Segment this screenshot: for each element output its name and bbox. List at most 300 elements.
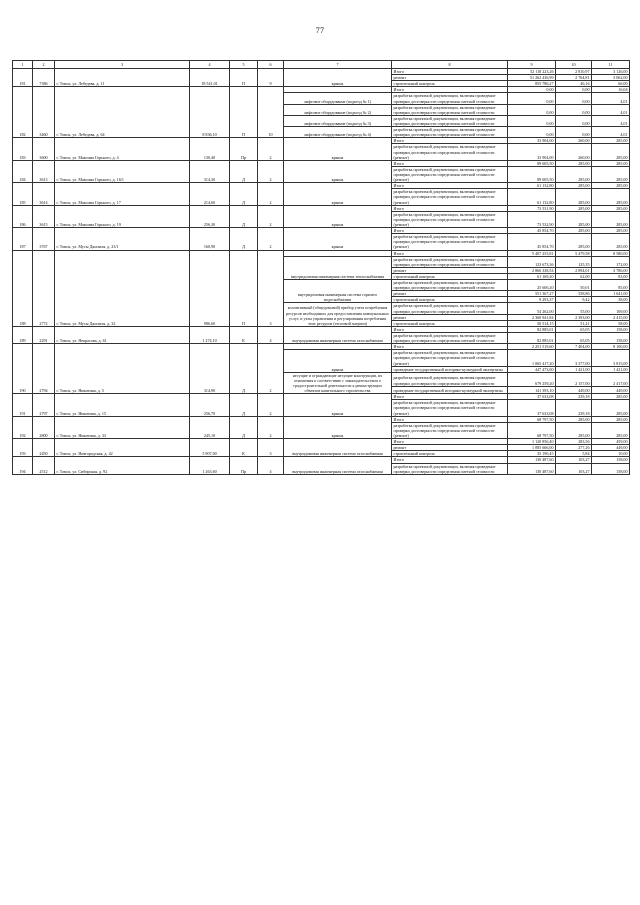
floor-count: 2: [258, 344, 284, 394]
row-number: 189: [13, 326, 33, 343]
row-number: 181: [13, 69, 33, 87]
structural-element: лифтовое оборудование (подъезд № 3): [284, 115, 392, 126]
floor-count: 9: [258, 69, 284, 87]
cost-per-sqm: 1 421,00: [556, 366, 592, 372]
cost-per-sqm: 7 404,00: [556, 344, 592, 350]
floor-count: 3: [258, 250, 284, 326]
column-number: 7: [284, 61, 392, 69]
cost-total: 2 866 338,54: [508, 267, 556, 273]
wall-material: П: [230, 69, 258, 87]
cost-total: 73 532,90: [508, 211, 556, 227]
work-type: разработка проектной документации, включая проведение проверки достоверности определения сметной стоимости (ремонт): [392, 189, 508, 205]
building-code: 7386: [33, 69, 55, 87]
cost-per-sqm: 239,18: [556, 400, 592, 416]
cost-per-sqm: 285,00: [556, 205, 592, 211]
cost-per-sqm: 103,27: [556, 457, 592, 463]
floor-count: 2: [258, 228, 284, 250]
work-type: Итого: [392, 69, 508, 75]
structural-element: внутридомовая инженерная система газоснабжения: [284, 457, 392, 474]
cost-limit: 58,00: [592, 320, 630, 326]
work-type: разработка проектной документации, включая проведение проверки достоверности определения сметной стоимости (ремонт): [392, 350, 508, 366]
floor-count: 2: [258, 416, 284, 438]
page-number: 77: [315, 26, 325, 35]
cost-per-sqm: 103,27: [556, 463, 592, 474]
wall-material: П: [230, 87, 258, 138]
row-number: 187: [13, 228, 33, 250]
floor-count: 2: [258, 138, 284, 160]
floor-count: 2: [258, 205, 284, 227]
column-number: 6: [258, 61, 284, 69]
structural-element: крыша: [284, 160, 392, 182]
column-number: 9: [508, 61, 556, 69]
building-address: г. Томск, ул. Никитина, д. 33: [55, 416, 190, 438]
row-number: 193: [13, 439, 33, 457]
table-row: [13, 205, 630, 211]
structural-element: внутридомовая инженерная система горячего водоснабжения: [284, 280, 392, 303]
building-area: 256,70: [190, 394, 230, 416]
cost-total: 33 904,00: [508, 138, 556, 144]
cost-per-sqm: 449,00: [556, 386, 592, 394]
building-code: 2800: [33, 416, 55, 438]
structural-element: лифтовое оборудование (подъезд № 4): [284, 127, 392, 138]
cost-per-sqm: 260,00: [556, 138, 592, 144]
structural-element: крыша: [284, 416, 392, 438]
cost-per-sqm: 65,05: [556, 326, 592, 332]
cost-limit: 158,00: [592, 333, 630, 344]
building-code: 2450: [33, 439, 55, 457]
floor-count: 4: [258, 457, 284, 474]
cost-per-sqm: 3 377,00: [556, 350, 592, 366]
cost-total: 447 473,00: [508, 366, 556, 372]
cost-total: 551 367,27: [508, 291, 556, 297]
cost-per-sqm: 9,42: [556, 297, 592, 303]
cost-total: 35 190,45: [508, 451, 556, 457]
cost-limit: 4,01: [592, 115, 630, 126]
wall-material: Д: [230, 228, 258, 250]
work-type: Итого: [392, 183, 508, 189]
building-code: 3615: [33, 205, 55, 227]
building-address: г. Томск, ул. Лебедева, д. 11: [55, 69, 190, 87]
work-type: разработка проектной документации, включая проведение проверки достоверности определения сметной стоимости (ремонт): [392, 234, 508, 250]
cost-limit: 4,01: [592, 104, 630, 115]
wall-material: Д: [230, 160, 258, 182]
cost-per-sqm: 285,00: [556, 211, 592, 227]
building-area: 986,60: [190, 250, 230, 326]
cost-per-sqm: 5,84: [556, 451, 592, 457]
cost-per-sqm: 285,00: [556, 160, 592, 166]
work-type: Итого: [392, 205, 508, 211]
table-row: [13, 69, 630, 75]
column-number: 1: [13, 61, 33, 69]
structural-element: крыша: [284, 69, 392, 87]
cost-total: 9 293,37: [508, 297, 556, 303]
capital-repair-table: [12, 60, 630, 475]
work-type: строительный контроль: [392, 451, 508, 457]
row-number: 183: [13, 138, 33, 160]
table-row: [13, 138, 630, 144]
work-type: разработка проектной документации, включая проведение проверки достоверности определения сметной стоимости (ремонт): [392, 166, 508, 182]
cost-total: 68 797,50: [508, 422, 556, 438]
work-type: разработка проектной документации, включая проведение проверки достоверности определения сметной стоимости: [392, 280, 508, 291]
cost-per-sqm: 0,00: [556, 115, 592, 126]
cost-limit: 3 126,00: [592, 69, 630, 75]
cost-per-sqm: 285,00: [556, 189, 592, 205]
row-number: 184: [13, 160, 33, 182]
cost-limit: 285,00: [592, 160, 630, 166]
work-type: Итого: [392, 394, 508, 400]
table-row: [13, 457, 630, 463]
cost-limit: 449,00: [592, 445, 630, 451]
building-address: г. Томск, ул. Максима Горького, д. 17: [55, 183, 190, 205]
column-number: 11: [592, 61, 630, 69]
floor-count: 10: [258, 87, 284, 138]
wall-material: Д: [230, 416, 258, 438]
cost-per-sqm: 558,86: [556, 291, 592, 297]
column-number: 10: [556, 61, 592, 69]
cost-total: 679 259,20: [508, 372, 556, 386]
cost-per-sqm: 2 810,97: [556, 69, 592, 75]
cost-total: 73 531,90: [508, 205, 556, 211]
cost-limit: 4,01: [592, 127, 630, 138]
cost-total: 45 854,70: [508, 228, 556, 234]
cost-per-sqm: 285,00: [556, 234, 592, 250]
work-type: разработка проектной документации, включая проведение проверки достоверности определения сметной стоимости: [392, 256, 508, 267]
work-type: ремонт: [392, 75, 508, 81]
cost-per-sqm: 285,00: [556, 183, 592, 189]
cost-total: 37 633,08: [508, 394, 556, 400]
work-type: разработка проектной документации, включая проведение проверки достоверности определения сметной стоимости: [392, 115, 508, 126]
work-type: разработка проектной документации, включая проведение проверки достоверности определения сметной стоимости: [392, 104, 508, 115]
building-address: г. Томск, ул. Некрасова, д. 61: [55, 326, 190, 343]
floor-count: 3: [258, 439, 284, 457]
building-code: 2772: [33, 250, 55, 326]
cost-limit: 3 786,00: [592, 267, 630, 273]
cost-total: 33 904,00: [508, 144, 556, 160]
cost-total: 89 605,50: [508, 160, 556, 166]
cost-per-sqm: 62,00: [556, 273, 592, 279]
cost-limit: 158,00: [592, 326, 630, 332]
cost-total: 54 262,00: [508, 303, 556, 314]
cost-limit: 2 417,00: [592, 372, 630, 386]
work-type: разработка проектной документации, включая проведение проверки достоверности определения сметной стоимости: [392, 372, 508, 386]
table-row: [13, 183, 630, 189]
column-number: 2: [33, 61, 55, 69]
table-body: [13, 69, 630, 475]
building-code: 3460: [33, 87, 55, 138]
building-area: 245,10: [190, 416, 230, 438]
wall-material: Пр: [230, 457, 258, 474]
cost-limit: 4,01: [592, 93, 630, 104]
cost-per-sqm: 0,00: [556, 93, 592, 104]
cost-limit: 285,00: [592, 400, 630, 416]
work-type: Итого: [392, 160, 508, 166]
cost-total: 61 169,20: [508, 273, 556, 279]
building-code: 3614: [33, 183, 55, 205]
work-type: Итого: [392, 250, 508, 256]
wall-material: Д: [230, 183, 258, 205]
cost-total: 141 393,10: [508, 386, 556, 394]
cost-total: 82 885,01: [508, 333, 556, 344]
building-area: 314,30: [190, 160, 230, 182]
cost-per-sqm: 125,35: [556, 256, 592, 267]
row-number: 192: [13, 416, 33, 438]
cost-limit: 285,00: [592, 166, 630, 182]
building-code: 2512: [33, 457, 55, 474]
cost-total: 50 514,15: [508, 320, 556, 326]
row-number: 186: [13, 205, 33, 227]
floor-count: 2: [258, 183, 284, 205]
wall-material: К: [230, 326, 258, 343]
work-type: разработка проектной документации, включая проведение проверки достоверности определения сметной стоимости: [392, 333, 508, 344]
work-type: ремонт: [392, 291, 508, 297]
cost-per-sqm: 46,16: [556, 81, 592, 87]
building-code: 3613: [33, 160, 55, 182]
floor-count: 2: [258, 394, 284, 416]
wall-material: Д: [230, 394, 258, 416]
cost-limit: 285,00: [592, 228, 630, 234]
work-type: разработка проектной документации, включая проведение проверки достоверности определения сметной стоимости: [392, 463, 508, 474]
cost-total: 0,00: [508, 93, 556, 104]
work-type: Итого: [392, 87, 508, 93]
cost-per-sqm: 285,00: [556, 166, 592, 182]
cost-limit: 8 100,00: [592, 344, 630, 350]
cost-per-sqm: 285,00: [556, 416, 592, 422]
cost-total: 123 673,36: [508, 256, 556, 267]
row-number: 190: [13, 344, 33, 394]
building-area: 1 274,10: [190, 326, 230, 343]
cost-limit: 285,00: [592, 144, 630, 160]
building-address: г. Томск, ул. Никитина, д. 15: [55, 394, 190, 416]
cost-limit: 10,00: [592, 451, 630, 457]
cost-total: 1 085 666,00: [508, 445, 556, 451]
building-address: г. Томск, ул. Максима Горького, д. 4: [55, 138, 190, 160]
cost-limit: 1 641,00: [592, 291, 630, 297]
table-row: [13, 160, 630, 166]
work-type: строительный контроль: [392, 297, 508, 303]
work-type: разработка проектной документации, включая проведение проверки достоверности определения сметной стоимости (ремонт): [392, 211, 508, 227]
work-type: Итого: [392, 439, 508, 445]
cost-per-sqm: 260,00: [556, 144, 592, 160]
structural-element: крыша: [284, 205, 392, 227]
building-area: 256,30: [190, 205, 230, 227]
building-address: г. Томск, ул. Максима Горького, д. 16/1: [55, 160, 190, 182]
wall-material: П: [230, 250, 258, 326]
cost-limit: 285,00: [592, 205, 630, 211]
building-address: г. Томск, ул. Мусы Джалиля, д. 23/1: [55, 228, 190, 250]
cost-limit: 285,00: [592, 394, 630, 400]
work-type: Итого: [392, 228, 508, 234]
building-code: 3600: [33, 138, 55, 160]
building-area: 18 541,01: [190, 69, 230, 87]
cost-total: 25 606,20: [508, 280, 556, 291]
building-area: 8 836,10: [190, 87, 230, 138]
work-type: Итого: [392, 416, 508, 422]
cost-limit: 2 415,00: [592, 314, 630, 320]
building-area: 5 907,00: [190, 439, 230, 457]
cost-per-sqm: 277,26: [556, 445, 592, 451]
work-type: разработка проектной документации, включая проведение проверки достоверности определения сметной стоимости (ремонт): [392, 422, 508, 438]
work-type: Итого: [392, 138, 508, 144]
table-row: [13, 228, 630, 234]
cost-per-sqm: 50,01: [556, 280, 592, 291]
cost-total: 0,00: [508, 104, 556, 115]
cost-per-sqm: 0,00: [556, 87, 592, 93]
work-type: строительный контроль: [392, 320, 508, 326]
building-area: 214,60: [190, 183, 230, 205]
structural-element: несущие и ограждающие несущие конструкции, их отношения к соответствию с законодательством о градостроительной деятельности к реконструкции объектов капитального строительства: [284, 372, 392, 393]
building-address: г. Томск, ул. Сибирская, д. 92: [55, 457, 190, 474]
work-type: разработка проектной документации, включая проведение проверки достоверности определения сметной стоимости: [392, 93, 508, 104]
building-address: г. Томск, ул. Новгородская, д. 42: [55, 439, 190, 457]
column-number-row: [13, 61, 630, 69]
work-type: проведение государственной историко-культурной экспертизы: [392, 366, 508, 372]
row-number: 188: [13, 250, 33, 326]
cost-total: 61 132,80: [508, 189, 556, 205]
cost-limit: 83,00: [592, 273, 630, 279]
cost-limit: 3 062,00: [592, 75, 630, 81]
cost-per-sqm: 55,00: [556, 303, 592, 314]
cost-limit: 109,00: [592, 303, 630, 314]
cost-per-sqm: 2 894,01: [556, 267, 592, 273]
cost-total: 2 251 519,60: [508, 344, 556, 350]
column-number: 5: [230, 61, 258, 69]
structural-element: крыша: [284, 350, 392, 372]
cost-total: 45 854,70: [508, 234, 556, 250]
cost-limit: 1 421,00: [592, 366, 630, 372]
structural-element: внутридомовая инженерная система газоснабжения: [284, 439, 392, 457]
cost-limit: 285,00: [592, 211, 630, 227]
column-number: 8: [392, 61, 508, 69]
cost-limit: 459,00: [592, 439, 630, 445]
structural-element: лифтовое оборудование (подъезд № 1): [284, 93, 392, 104]
cost-total: 5 407 255,81: [508, 250, 556, 256]
cost-total: 2 360 941,84: [508, 314, 556, 320]
structural-element: крыша: [284, 138, 392, 160]
cost-limit: 85,00: [592, 280, 630, 291]
cost-limit: 3 815,00: [592, 350, 630, 366]
wall-material: Д: [230, 205, 258, 227]
work-type: Итого: [392, 344, 508, 350]
work-type: разработка проектной документации, включая проведение проверки достоверности определения сметной стоимости (ремонт): [392, 144, 508, 160]
cost-total: 0,00: [508, 87, 556, 93]
building-code: 3767: [33, 228, 55, 250]
cost-per-sqm: 5 479,58: [556, 250, 592, 256]
work-type: ремонт: [392, 445, 508, 451]
row-number: 191: [13, 394, 33, 416]
table-row: [13, 416, 630, 422]
cost-limit: 172,00: [592, 256, 630, 267]
building-address: г. Томск, ул. Максима Горького, д. 19: [55, 205, 190, 227]
cost-total: 1 065 417,20: [508, 350, 556, 366]
cost-limit: 66,00: [592, 81, 630, 87]
row-number: 194: [13, 457, 33, 474]
cost-limit: 158,00: [592, 463, 630, 474]
cost-limit: 16,04: [592, 87, 630, 93]
cost-per-sqm: 2 393,00: [556, 314, 592, 320]
cost-per-sqm: 0,00: [556, 127, 592, 138]
table-row: [13, 394, 630, 400]
wall-material: К: [230, 439, 258, 457]
cost-per-sqm: 2 764,81: [556, 75, 592, 81]
structural-element: крыша: [284, 228, 392, 250]
cost-total: 1 120 856,40: [508, 439, 556, 445]
work-type: разработка проектной документации, включая проведение проверки достоверности определения сметной стоимости: [392, 127, 508, 138]
work-type: разработка проектной документации, включая проведение проверки достоверности определения сметной стоимости (ремонт): [392, 400, 508, 416]
cost-per-sqm: 239,18: [556, 394, 592, 400]
cost-total: 52 118 223,26: [508, 69, 556, 75]
cost-per-sqm: 283,56: [556, 439, 592, 445]
building-area: 160,90: [190, 228, 230, 250]
work-type: разработка проектной документации, включая проведение проверки достоверности определения сметной стоимости: [392, 303, 508, 314]
cost-limit: 38,00: [592, 297, 630, 303]
building-code: 2797: [33, 394, 55, 416]
wall-material: Пр: [230, 138, 258, 160]
work-type: проведение государственной историко-культурной экспертизы: [392, 386, 508, 394]
building-area: 1 263,60: [190, 457, 230, 474]
cost-per-sqm: 51,21: [556, 320, 592, 326]
cost-per-sqm: 2 157,00: [556, 372, 592, 386]
column-number: 4: [190, 61, 230, 69]
structural-element: внутридомовая инженерная система теплоснабжения: [284, 256, 392, 279]
cost-per-sqm: 285,00: [556, 422, 592, 438]
cost-total: 855 786,27: [508, 81, 556, 87]
work-type: строительный контроль: [392, 81, 508, 87]
building-code: 2291: [33, 326, 55, 343]
work-type: строительный контроль: [392, 273, 508, 279]
cost-total: 89 605,50: [508, 166, 556, 182]
structural-element: коллективный (общедомовой) прибор учета потребления ресурсов необходимых для предоставления коммунальных услуг, и узлы управления и регулирования потребления этих ресурсов (тепловой энергии): [284, 303, 392, 326]
cost-limit: 285,00: [592, 234, 630, 250]
cost-per-sqm: 0,00: [556, 104, 592, 115]
cost-per-sqm: 65,05: [556, 333, 592, 344]
cost-total: 37 633,08: [508, 400, 556, 416]
cost-limit: 8 580,00: [592, 250, 630, 256]
cost-limit: 449,00: [592, 386, 630, 394]
building-area: 314,90: [190, 344, 230, 394]
cost-limit: 158,00: [592, 457, 630, 463]
building-address: г. Томск, ул. Никитина, д. 5: [55, 344, 190, 394]
structural-element: крыша: [284, 394, 392, 416]
wall-material: Д: [230, 344, 258, 394]
row-number: 185: [13, 183, 33, 205]
building-code: 2794: [33, 344, 55, 394]
structural-element: лифтовое оборудование (подъезд № 2): [284, 104, 392, 115]
cost-limit: 285,00: [592, 183, 630, 189]
work-type: ремонт: [392, 314, 508, 320]
cost-total: 0,00: [508, 127, 556, 138]
floor-count: 4: [258, 326, 284, 343]
cost-limit: 285,00: [592, 422, 630, 438]
row-number: 182: [13, 87, 33, 138]
work-type: ремонт: [392, 267, 508, 273]
cost-total: 130 487,60: [508, 463, 556, 474]
structural-element: внутридомовая инженерная система газоснабжения: [284, 326, 392, 343]
work-type: Итого: [392, 326, 508, 332]
cost-total: 0,00: [508, 115, 556, 126]
cost-total: 82 885,01: [508, 326, 556, 332]
cost-limit: 285,00: [592, 138, 630, 144]
floor-count: 2: [258, 160, 284, 182]
building-area: 130,40: [190, 138, 230, 160]
cost-per-sqm: 285,00: [556, 228, 592, 234]
cost-total: 51 262 436,99: [508, 75, 556, 81]
column-number: 3: [55, 61, 190, 69]
structural-element: крыша: [284, 183, 392, 205]
cost-total: 68 797,50: [508, 416, 556, 422]
cost-limit: 285,00: [592, 189, 630, 205]
table-row: [13, 326, 630, 332]
cost-limit: 285,00: [592, 416, 630, 422]
